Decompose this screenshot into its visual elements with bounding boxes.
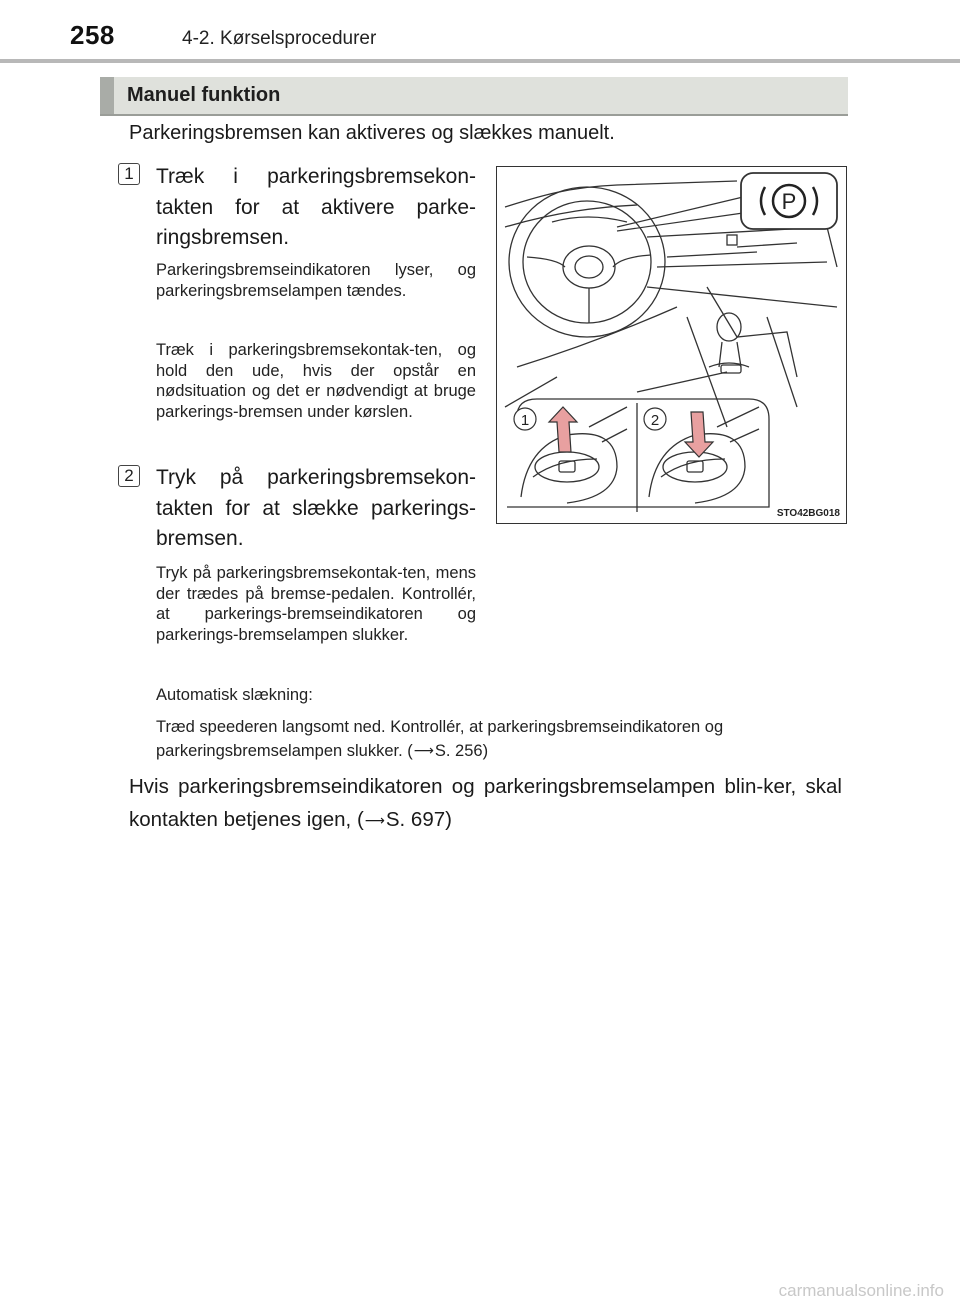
intro-text: Parkeringsbremsen kan aktiveres og slækkes manuelt.: [129, 122, 615, 144]
step-1-badge: 1: [118, 163, 140, 185]
parking-brake-figure: [496, 166, 847, 524]
auto-release-text: [156, 716, 846, 762]
watermark: carmanualsonline.info: [778, 1281, 944, 1300]
auto-release-body: Træd speederen langsomt ned. Kontrollér, at parkeringsbremseindikatoren og parkeringsbremselampen slukker. (: [156, 718, 724, 760]
header-divider: [0, 59, 960, 63]
step-1-note-2: Træk i parkeringsbremsekontak-ten, og hold den ude, hvis der opstår en nødsituation og det er nødvendigt at bruge parkerings-bremsen under kørslen.: [156, 341, 476, 421]
parking-p-icon: P: [781, 189, 797, 214]
section-title-bar: [100, 77, 848, 116]
section-title: Manuel funktion: [127, 84, 281, 106]
page-ref-link[interactable]: S. 256): [434, 741, 489, 760]
final-body: Hvis parkeringsbremseindikatoren og parkeringsbremselampen blin-ker, skal kontakten betjenes igen, (: [129, 775, 842, 831]
callout-1: 1: [520, 412, 530, 429]
step-2-text: Tryk på parkeringsbremsekon-takten for at slække parkerings-bremsen.: [156, 466, 476, 550]
page-ref-link[interactable]: S. 697): [385, 808, 452, 831]
step-2-note: Tryk på parkeringsbremsekontak-ten, mens der trædes på bremse-pedalen. Kontrollér, at parkerings-bremseindikatoren og parkerings-bremselampen slukker.: [156, 564, 476, 644]
callout-2: 2: [650, 412, 660, 429]
chapter-label: 4-2. Kørselsprocedurer: [182, 28, 377, 49]
step-2-badge: 2: [118, 465, 140, 487]
step-1-text: Træk i parkeringsbremsekon-takten for at aktivere parke-ringsbremsen.: [156, 165, 476, 249]
page-number: 258: [70, 20, 115, 50]
final-paragraph: [129, 770, 842, 837]
step-1-note-1: Parkeringsbremseindikatoren lyser, og parkeringsbremselampen tændes.: [156, 261, 476, 300]
arrow-right-icon: ⟶: [413, 741, 434, 758]
figure-code: STO42BG018: [776, 508, 840, 519]
arrow-right-icon: ⟶: [364, 812, 385, 828]
auto-release-label: Automatisk slækning:: [156, 686, 313, 704]
parking-brake-switch-illustration: [497, 167, 845, 522]
section-bar-tab: [100, 77, 114, 114]
